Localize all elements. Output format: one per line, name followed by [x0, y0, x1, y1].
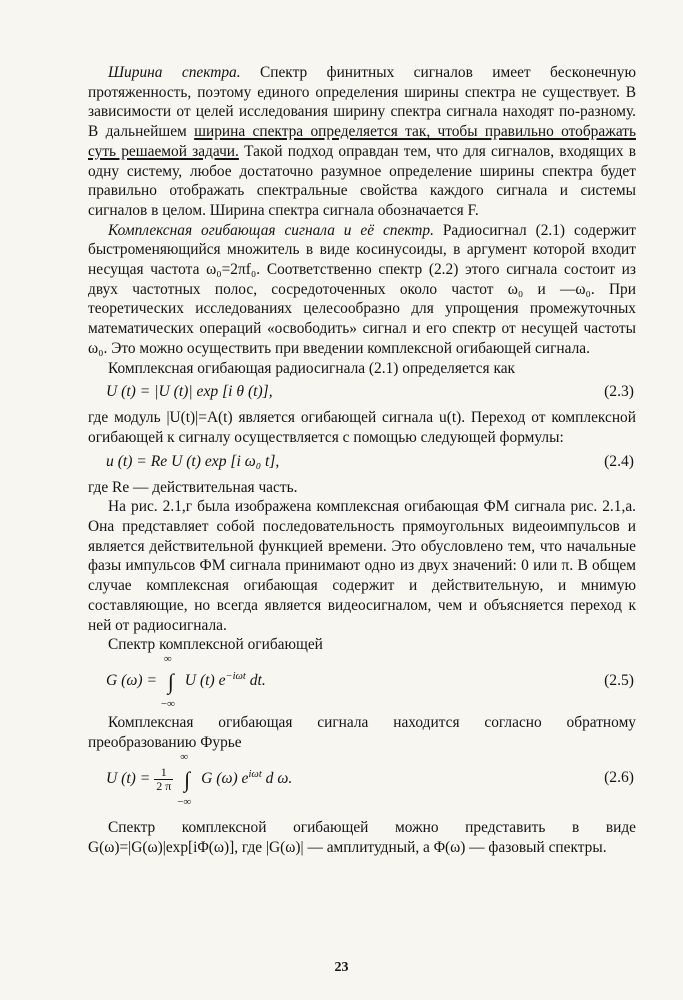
text-segment: Спектр финитных сигналов имеет бесконечную протяженность, поэтому единого определения ширины спектра не существует. В зависимости от целей исследования ширину спектра сигнала находят по-разному. В дальнейшем — [88, 64, 636, 141]
equation-formula: U (t) = |U (t)| exp [i θ (t)], — [106, 383, 273, 401]
equation-number: (2.6) — [604, 769, 634, 787]
equation-2-6 — [88, 752, 636, 810]
equation-lhs: G (ω) = — [106, 671, 157, 689]
equation-formula: u (t) = Re U (t) exp [i ω₀ t], — [106, 452, 280, 470]
integral-sign: ∫ ∞ −∞ — [177, 751, 192, 809]
heading-spectrum-width: Ширина спектра. — [108, 64, 241, 81]
exponent: iωt — [248, 769, 262, 781]
differential: dt. — [245, 671, 266, 689]
page-body — [88, 63, 636, 858]
page-number: 23 — [334, 960, 349, 975]
paragraph-inverse-transform: Комплексная огибающая сигнала находится согласно обратному преобразованию Фурье — [88, 713, 636, 751]
integral-lower-limit: −∞ — [177, 796, 192, 809]
paragraph-spectrum-intro: Спектр комплексной огибающей — [108, 636, 323, 654]
equation-formula — [106, 751, 293, 809]
heading-complex-envelope: Комплексная огибающая сигнала и её спектр. — [108, 221, 434, 239]
paragraph-figure-reference: На рис. 2.1,г была изображена комплексная огибающая ФМ сигнала рис. 2.1,а. Она представляет собой последовательность прямоугольных видеоимпульсов и является действительной функцией времени. Это обусловлено тем, что начальные фазы импульсов ФМ сигнала принимают одно из двух значений: 0 или π. В общем случае комплексная огибающая содержит и действительную, и мнимую составляющие, но всегда является видеосигналом, чем и объясняется переход к ней от радиосигнала. — [88, 498, 636, 634]
differential: d ω. — [261, 770, 293, 788]
spacer — [88, 810, 636, 818]
integrand: U (t) e — [184, 671, 226, 689]
equation-lhs: U (t) = — [106, 770, 151, 788]
equation-2-3 — [88, 378, 636, 408]
integral-lower-limit: −∞ — [160, 697, 175, 710]
exponent: −iωt — [225, 670, 246, 682]
paragraph-spectrum-width — [88, 63, 636, 221]
equation-2-4 — [88, 448, 636, 478]
paragraph-modulus: где модуль |U(t)|=A(t) является огибающей сигнала u(t). Переход от комплексной огибающей к сигналу осуществляется с помощью следующей формулы: — [88, 409, 636, 446]
equation-formula — [106, 652, 266, 710]
equation-number: (2.5) — [604, 671, 634, 689]
equation-number: (2.3) — [604, 383, 634, 401]
paragraph-complex-envelope — [88, 221, 636, 359]
paragraph-amplitude-phase: Спектр комплексной огибающей можно представить в виде G(ω)=|G(ω)|exp[iΦ(ω)], где |G(ω)| — амплитудный, а Φ(ω) — фазовый спектры. — [88, 819, 636, 857]
fraction — [154, 766, 173, 793]
underlined-definition: ширина спектра определяется так, чтобы правильно отображать суть решаемой задачи. — [88, 123, 637, 160]
fraction-numerator: 1 — [154, 766, 173, 780]
fraction-denominator: 2 π — [156, 779, 172, 794]
text-segment: Такой подход оправдан тем, что для сигналов, входящих в одну систему, любое достаточно разумное определение ширины спектра будет правильно отображать спектральные свойства каждого сигнала и системы сигналов в целом. Ширина спектра сигнала обозначается F. — [88, 142, 636, 219]
integral-upper-limit: ∞ — [180, 751, 189, 764]
equation-2-5 — [88, 652, 636, 713]
paragraph-definition: Комплексная огибающая радиосигнала (2.1) определяется как — [108, 359, 516, 377]
integral-upper-limit: ∞ — [163, 652, 172, 665]
integral-sign: ∫ ∞ −∞ — [160, 652, 175, 710]
integrand: G (ω) e — [201, 770, 249, 788]
equation-number: (2.4) — [604, 452, 634, 470]
paragraph-re-note: где Re — действительная часть. — [88, 478, 298, 496]
text-segment: Радиосигнал (2.1) содержит быстроменяющийся множитель в виде косинусоиды, в аргумент которой входит несущая частота ω₀=2πf₀. Соответственно спектр (2.2) этого сигнала состоит из двух частотных полос, сосредоточенных около частот ω₀ и —ω₀. При теоретических исследованиях целесообразно для упрощения промежуточных математических операций «освободить» сигнал и его спектр от несущей частоты ω₀. Это можно осуществить при введении комплексной огибающей сигнала. — [88, 221, 636, 357]
